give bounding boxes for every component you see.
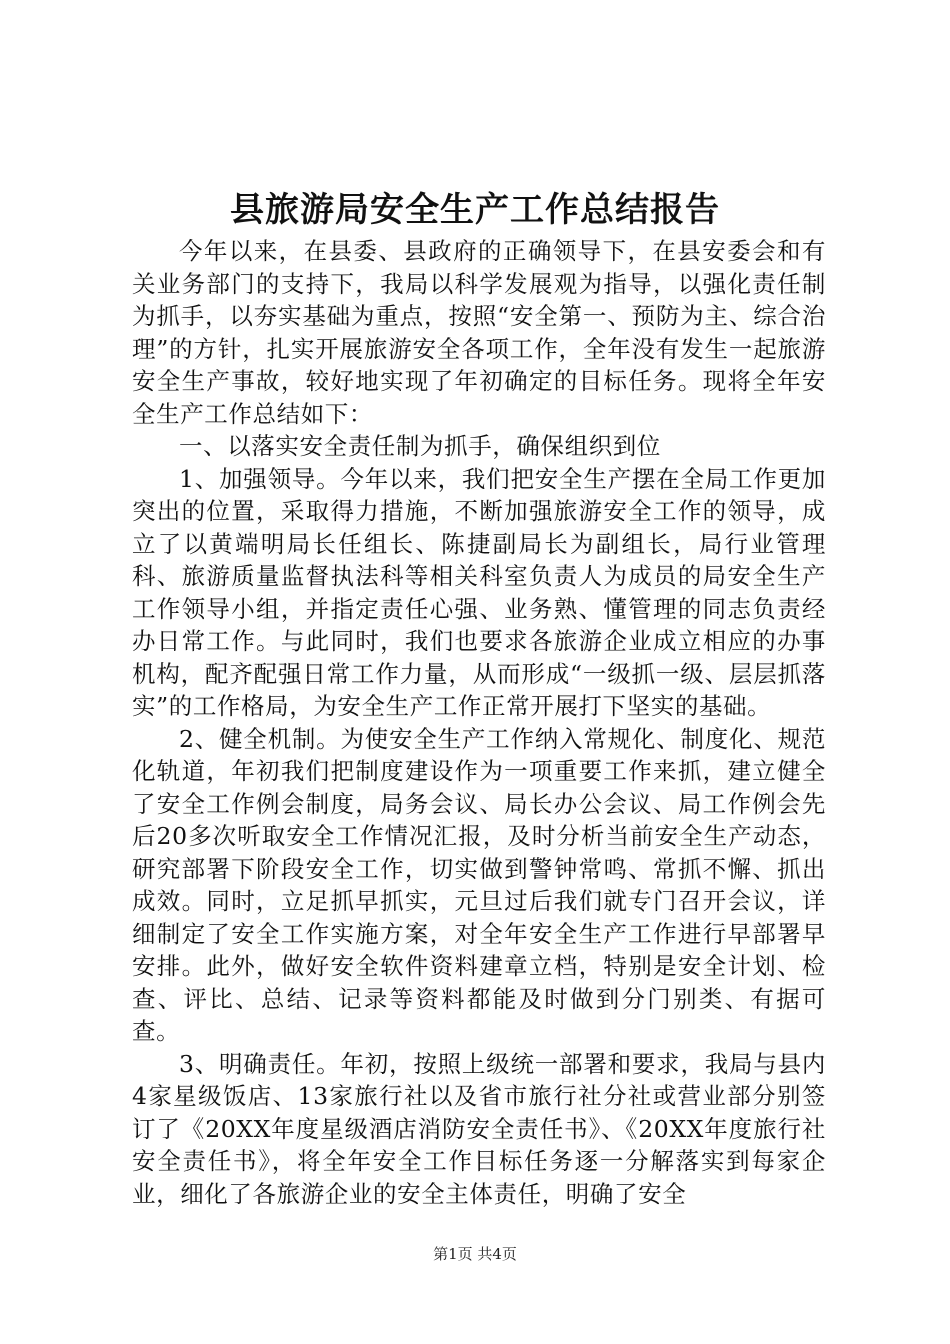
intro-paragraph: 今年以来，在县委、县政府的正确领导下，在县安委会和有关业务部门的支持下，我局以科学发展观为指导，以强化责任制为抓手，以夯实基础为重点，按照“安全第一、预防为主、综合治理”的方针，扎实开展旅游安全各项工作，全年没有发生一起旅游安全生产事故，较好地实现了年初确定的目标任务。现将全年安全生产工作总结如下：	[132, 237, 826, 428]
section-heading-1: 一、以落实安全责任制为抓手，确保组织到位	[179, 432, 661, 460]
document-body	[132, 235, 826, 1210]
paragraph-improve-mechanism: 2、健全机制。为使安全生产工作纳入常规化、制度化、规范化轨道，年初我们把制度建设作为一项重要工作来抓，建立健全了安全工作例会制度，局务会议、局长办公会议、局工作例会先后20多次听取安全工作情况汇报，及时分析当前安全生产动态，研究部署下阶段安全工作，切实做到警钟常鸣、常抓不懈、抓出成效。同时，立足抓早抓实，元旦过后我们就专门召开会议，详细制定了安全工作实施方案，对全年安全生产工作进行早部署早安排。此外，做好安全软件资料建章立档，特别是安全计划、检查、评比、总结、记录等资料都能及时做到分门别类、有据可查。	[132, 724, 826, 1045]
page-number-footer: 第1页 共4页	[433, 1245, 517, 1263]
document-title: 县旅游局安全生产工作总结报告	[230, 190, 720, 230]
paragraph-strengthen-leadership: 1、加强领导。今年以来，我们把安全生产摆在全局工作更加突出的位置，采取得力措施，不断加强旅游安全工作的领导，成立了以黄端明局长任组长、陈捷副局长为副组长，局行业管理科、旅游质量监督执法科等相关科室负责人为成员的局安全生产工作领导小组，并指定责任心强、业务熟、懂管理的同志负责经办日常工作。与此同时，我们也要求各旅游企业成立相应的办事机构，配齐配强日常工作力量，从而形成“一级抓一级、层层抓落实”的工作格局，为安全生产工作正常开展打下坚实的基础。	[132, 464, 826, 720]
paragraph-clarify-responsibility: 3、明确责任。年初，按照上级统一部署和要求，我局与县内4家星级饭店、13家旅行社以及省市旅行社分社或营业部分别签订了《20XX年度星级酒店消防安全责任书》、《20XX年度旅行社安全责任书》，将全年安全工作目标任务逐一分解落实到每家企业，细化了各旅游企业的安全主体责任，明确了安全	[132, 1049, 826, 1208]
